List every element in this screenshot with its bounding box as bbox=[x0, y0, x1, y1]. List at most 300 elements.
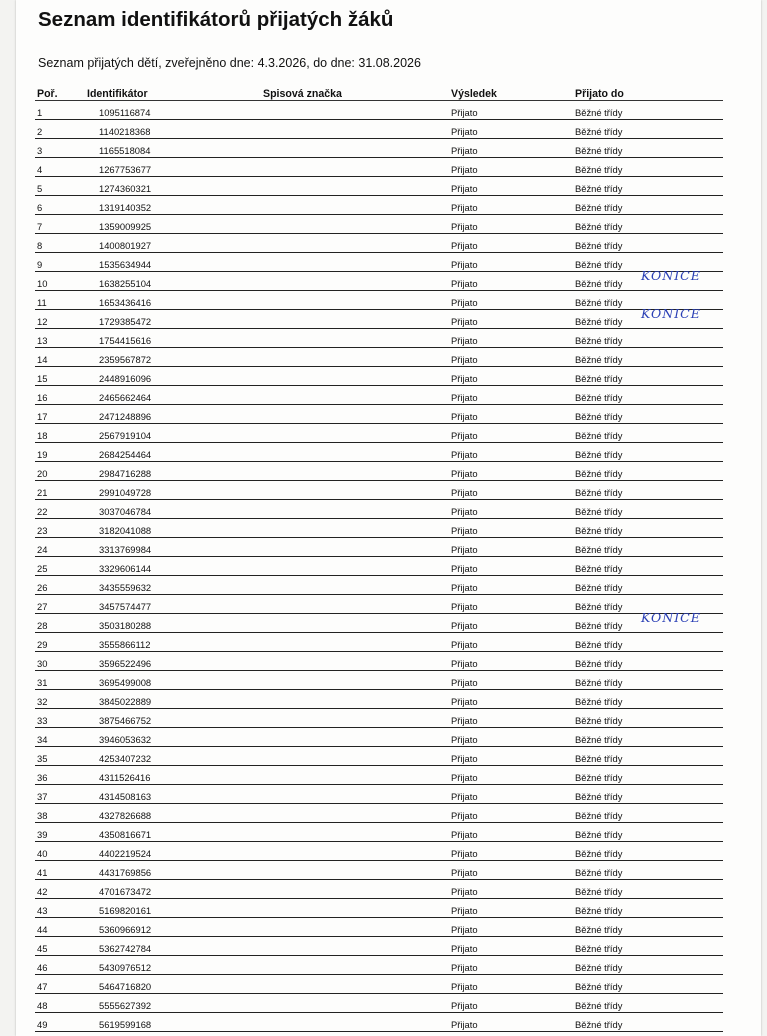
cell-identifikator-text: 2991049728 bbox=[99, 487, 152, 498]
handwritten-note: KONICE bbox=[641, 610, 701, 625]
cell-vysledek bbox=[449, 139, 573, 158]
cell-spisova-znacka bbox=[261, 500, 449, 519]
table-row bbox=[35, 671, 723, 690]
cell-identifikator-text: 3435559632 bbox=[99, 582, 152, 593]
cell-prijato-do bbox=[573, 519, 723, 538]
cell-poradi bbox=[35, 329, 85, 348]
table-row bbox=[35, 823, 723, 842]
table-row bbox=[35, 158, 723, 177]
cell-identifikator bbox=[85, 310, 261, 329]
cell-prijato-do bbox=[573, 348, 723, 367]
cell-prijato-do bbox=[573, 823, 723, 842]
cell-identifikator bbox=[85, 177, 261, 196]
cell-poradi bbox=[35, 918, 85, 937]
cell-prijato-do-text: Běžné třídy bbox=[575, 392, 623, 403]
cell-spisova-znacka bbox=[261, 1013, 449, 1032]
cell-poradi-text: 43 bbox=[37, 905, 48, 916]
cell-vysledek bbox=[449, 975, 573, 994]
table-row bbox=[35, 899, 723, 918]
cell-prijato-do bbox=[573, 937, 723, 956]
cell-vysledek bbox=[449, 177, 573, 196]
cell-vysledek bbox=[449, 1013, 573, 1032]
cell-prijato-do-text: Běžné třídy bbox=[575, 297, 623, 308]
cell-prijato-do bbox=[573, 633, 723, 652]
cell-identifikator-text: 2684254464 bbox=[99, 449, 152, 460]
cell-identifikator-text: 1165518084 bbox=[99, 145, 151, 156]
header-prijato-do: Přijato do bbox=[573, 84, 723, 101]
cell-prijato-do-text: Běžné třídy bbox=[575, 259, 623, 270]
cell-prijato-do-text: Běžné třídy bbox=[575, 506, 623, 517]
cell-prijato-do bbox=[573, 956, 723, 975]
cell-vysledek-text: Přijato bbox=[451, 981, 478, 992]
cell-vysledek bbox=[449, 804, 573, 823]
cell-prijato-do-text: Běžné třídy bbox=[575, 316, 623, 327]
table-row bbox=[35, 1013, 723, 1032]
cell-identifikator bbox=[85, 234, 261, 253]
cell-poradi-text: 45 bbox=[37, 943, 48, 954]
cell-poradi bbox=[35, 747, 85, 766]
table-row bbox=[35, 614, 723, 633]
cell-prijato-do bbox=[573, 576, 723, 595]
cell-prijato-do-text: Běžné třídy bbox=[575, 1000, 623, 1011]
cell-prijato-do bbox=[573, 861, 723, 880]
cell-vysledek-text: Přijato bbox=[451, 886, 478, 897]
header-identifikator: Identifikátor bbox=[85, 84, 261, 101]
cell-identifikator bbox=[85, 557, 261, 576]
cell-poradi bbox=[35, 272, 85, 291]
cell-poradi-text: 23 bbox=[37, 525, 48, 536]
table-row bbox=[35, 880, 723, 899]
cell-vysledek bbox=[449, 861, 573, 880]
cell-identifikator-text: 4253407232 bbox=[99, 753, 152, 764]
table-row bbox=[35, 348, 723, 367]
publication-info bbox=[38, 56, 421, 70]
cell-identifikator bbox=[85, 652, 261, 671]
handwritten-note: KONICE bbox=[641, 306, 701, 321]
cell-poradi bbox=[35, 234, 85, 253]
cell-poradi bbox=[35, 177, 85, 196]
cell-vysledek-text: Přijato bbox=[451, 411, 478, 422]
cell-prijato-do-text: Běžné třídy bbox=[575, 772, 623, 783]
cell-poradi bbox=[35, 196, 85, 215]
cell-vysledek-text: Přijato bbox=[451, 126, 478, 137]
cell-poradi-text: 8 bbox=[37, 240, 43, 251]
cell-poradi-text: 18 bbox=[37, 430, 48, 441]
cell-prijato-do bbox=[573, 899, 723, 918]
cell-poradi bbox=[35, 671, 85, 690]
cell-poradi-text: 3 bbox=[37, 145, 43, 156]
cell-poradi bbox=[35, 785, 85, 804]
cell-identifikator-text: 5464716820 bbox=[99, 981, 152, 992]
valid-until-date: 31.08.2026 bbox=[358, 56, 421, 70]
cell-vysledek-text: Přijato bbox=[451, 1000, 478, 1011]
cell-identifikator-text: 3596522496 bbox=[99, 658, 152, 669]
cell-prijato-do-text: Běžné třídy bbox=[575, 677, 623, 688]
cell-vysledek bbox=[449, 709, 573, 728]
cell-prijato-do-text: Běžné třídy bbox=[575, 943, 623, 954]
cell-spisova-znacka bbox=[261, 196, 449, 215]
cell-poradi bbox=[35, 690, 85, 709]
cell-vysledek-text: Přijato bbox=[451, 639, 478, 650]
cell-vysledek-text: Přijato bbox=[451, 335, 478, 346]
cell-poradi-text: 19 bbox=[37, 449, 48, 460]
cell-spisova-znacka bbox=[261, 747, 449, 766]
cell-poradi bbox=[35, 519, 85, 538]
table-row bbox=[35, 405, 723, 424]
cell-identifikator-text: 3313769984 bbox=[99, 544, 152, 555]
cell-identifikator-text: 3875466752 bbox=[99, 715, 152, 726]
cell-spisova-znacka bbox=[261, 842, 449, 861]
cell-vysledek bbox=[449, 766, 573, 785]
cell-identifikator bbox=[85, 329, 261, 348]
cell-poradi bbox=[35, 253, 85, 272]
cell-vysledek-text: Přijato bbox=[451, 316, 478, 327]
cell-identifikator-text: 4311526416 bbox=[99, 772, 151, 783]
cell-vysledek bbox=[449, 405, 573, 424]
cell-identifikator-text: 3457574477 bbox=[99, 601, 152, 612]
cell-identifikator bbox=[85, 139, 261, 158]
cell-vysledek-text: Přijato bbox=[451, 183, 478, 194]
cell-spisova-znacka bbox=[261, 823, 449, 842]
cell-poradi-text: 28 bbox=[37, 620, 48, 631]
cell-identifikator-text: 3182041088 bbox=[99, 525, 152, 536]
table-row bbox=[35, 310, 723, 329]
cell-spisova-znacka bbox=[261, 614, 449, 633]
cell-vysledek bbox=[449, 671, 573, 690]
cell-prijato-do-text: Běžné třídy bbox=[575, 373, 623, 384]
table-row bbox=[35, 956, 723, 975]
cell-identifikator bbox=[85, 367, 261, 386]
cell-vysledek bbox=[449, 500, 573, 519]
cell-identifikator-text: 1140218368 bbox=[99, 126, 151, 137]
cell-identifikator bbox=[85, 880, 261, 899]
cell-identifikator-text: 4431769856 bbox=[99, 867, 152, 878]
cell-identifikator-text: 2984716288 bbox=[99, 468, 152, 479]
header-poradi: Poř. bbox=[35, 84, 85, 101]
cell-poradi-text: 35 bbox=[37, 753, 48, 764]
cell-poradi-text: 33 bbox=[37, 715, 48, 726]
cell-identifikator bbox=[85, 215, 261, 234]
cell-identifikator bbox=[85, 747, 261, 766]
cell-prijato-do-text: Běžné třídy bbox=[575, 107, 623, 118]
cell-poradi-text: 34 bbox=[37, 734, 48, 745]
cell-identifikator bbox=[85, 709, 261, 728]
table-row bbox=[35, 329, 723, 348]
cell-spisova-znacka bbox=[261, 880, 449, 899]
cell-vysledek-text: Přijato bbox=[451, 392, 478, 403]
cell-spisova-znacka bbox=[261, 139, 449, 158]
cell-poradi-text: 20 bbox=[37, 468, 48, 479]
cell-identifikator-text: 1267753677 bbox=[99, 164, 152, 175]
cell-prijato-do-text: Běžné třídy bbox=[575, 696, 623, 707]
cell-identifikator bbox=[85, 424, 261, 443]
cell-spisova-znacka bbox=[261, 481, 449, 500]
cell-identifikator-text: 4327826688 bbox=[99, 810, 152, 821]
table-row bbox=[35, 785, 723, 804]
cell-poradi bbox=[35, 405, 85, 424]
cell-vysledek-text: Přijato bbox=[451, 791, 478, 802]
cell-prijato-do-text: Běžné třídy bbox=[575, 905, 623, 916]
cell-identifikator bbox=[85, 386, 261, 405]
cell-identifikator-text: 5169820161 bbox=[99, 905, 152, 916]
cell-spisova-znacka bbox=[261, 709, 449, 728]
cell-vysledek-text: Přijato bbox=[451, 468, 478, 479]
cell-poradi-text: 46 bbox=[37, 962, 48, 973]
cell-poradi bbox=[35, 386, 85, 405]
cell-prijato-do bbox=[573, 785, 723, 804]
cell-spisova-znacka bbox=[261, 766, 449, 785]
table-row bbox=[35, 196, 723, 215]
cell-poradi bbox=[35, 1013, 85, 1032]
cell-prijato-do bbox=[573, 367, 723, 386]
cell-identifikator bbox=[85, 766, 261, 785]
cell-prijato-do bbox=[573, 652, 723, 671]
cell-spisova-znacka bbox=[261, 329, 449, 348]
cell-poradi-text: 26 bbox=[37, 582, 48, 593]
cell-poradi-text: 15 bbox=[37, 373, 48, 384]
cell-poradi-text: 48 bbox=[37, 1000, 48, 1011]
cell-vysledek bbox=[449, 994, 573, 1013]
cell-prijato-do bbox=[573, 994, 723, 1013]
cell-identifikator bbox=[85, 405, 261, 424]
cell-identifikator-text: 1319140352 bbox=[99, 202, 152, 213]
cell-vysledek-text: Přijato bbox=[451, 544, 478, 555]
table-row bbox=[35, 367, 723, 386]
cell-prijato-do bbox=[573, 880, 723, 899]
cell-poradi-text: 12 bbox=[37, 316, 48, 327]
cell-identifikator-text: 3503180288 bbox=[99, 620, 152, 631]
cell-prijato-do-text: Běžné třídy bbox=[575, 639, 623, 650]
cell-identifikator-text: 3555866112 bbox=[99, 639, 151, 650]
table-row bbox=[35, 481, 723, 500]
cell-poradi bbox=[35, 595, 85, 614]
cell-vysledek bbox=[449, 956, 573, 975]
cell-identifikator-text: 3695499008 bbox=[99, 677, 152, 688]
cell-identifikator-text: 2359567872 bbox=[99, 354, 152, 365]
cell-vysledek bbox=[449, 519, 573, 538]
cell-poradi bbox=[35, 424, 85, 443]
cell-vysledek-text: Přijato bbox=[451, 772, 478, 783]
cell-prijato-do-text: Běžné třídy bbox=[575, 430, 623, 441]
cell-prijato-do-text: Běžné třídy bbox=[575, 734, 623, 745]
cell-poradi bbox=[35, 576, 85, 595]
table-row bbox=[35, 918, 723, 937]
cell-spisova-znacka bbox=[261, 538, 449, 557]
cell-identifikator bbox=[85, 823, 261, 842]
cell-prijato-do-text: Běžné třídy bbox=[575, 791, 623, 802]
cell-identifikator bbox=[85, 671, 261, 690]
cell-identifikator-text: 2448916096 bbox=[99, 373, 152, 384]
cell-poradi-text: 49 bbox=[37, 1019, 48, 1030]
cell-vysledek-text: Přijato bbox=[451, 145, 478, 156]
admitted-students-table bbox=[35, 84, 723, 1032]
cell-prijato-do-text: Běžné třídy bbox=[575, 487, 623, 498]
cell-poradi-text: 11 bbox=[37, 297, 47, 308]
cell-identifikator bbox=[85, 291, 261, 310]
cell-prijato-do bbox=[573, 329, 723, 348]
table-row bbox=[35, 766, 723, 785]
cell-prijato-do bbox=[573, 538, 723, 557]
cell-spisova-znacka bbox=[261, 557, 449, 576]
cell-prijato-do bbox=[573, 158, 723, 177]
cell-vysledek-text: Přijato bbox=[451, 487, 478, 498]
cell-vysledek-text: Přijato bbox=[451, 525, 478, 536]
cell-identifikator bbox=[85, 804, 261, 823]
table-row bbox=[35, 177, 723, 196]
cell-spisova-znacka bbox=[261, 728, 449, 747]
cell-prijato-do-text: Běžné třídy bbox=[575, 658, 623, 669]
cell-prijato-do-text: Běžné třídy bbox=[575, 354, 623, 365]
cell-identifikator-text: 1359009925 bbox=[99, 221, 152, 232]
cell-prijato-do-text: Běžné třídy bbox=[575, 221, 623, 232]
cell-vysledek-text: Přijato bbox=[451, 715, 478, 726]
table-row bbox=[35, 443, 723, 462]
cell-identifikator bbox=[85, 462, 261, 481]
table-row bbox=[35, 728, 723, 747]
publication-middle: , do dne: bbox=[306, 56, 359, 70]
cell-spisova-znacka bbox=[261, 994, 449, 1013]
table-header-row bbox=[35, 84, 723, 101]
cell-prijato-do-text: Běžné třídy bbox=[575, 924, 623, 935]
cell-prijato-do-text: Běžné třídy bbox=[575, 582, 623, 593]
cell-prijato-do-text: Běžné třídy bbox=[575, 848, 623, 859]
cell-prijato-do bbox=[573, 405, 723, 424]
cell-vysledek-text: Přijato bbox=[451, 905, 478, 916]
cell-prijato-do bbox=[573, 610, 723, 633]
cell-poradi bbox=[35, 880, 85, 899]
cell-prijato-do-text: Běžné třídy bbox=[575, 202, 623, 213]
table-row bbox=[35, 595, 723, 614]
cell-prijato-do-text: Běžné třídy bbox=[575, 981, 623, 992]
cell-identifikator bbox=[85, 899, 261, 918]
page-title: Seznam identifikátorů přijatých žáků bbox=[38, 8, 394, 31]
cell-vysledek bbox=[449, 633, 573, 652]
cell-poradi bbox=[35, 538, 85, 557]
cell-prijato-do bbox=[573, 766, 723, 785]
cell-prijato-do bbox=[573, 728, 723, 747]
cell-identifikator-text: 3037046784 bbox=[99, 506, 152, 517]
table-row bbox=[35, 424, 723, 443]
table-row bbox=[35, 975, 723, 994]
cell-identifikator-text: 1095116874 bbox=[99, 107, 151, 118]
cell-vysledek-text: Přijato bbox=[451, 924, 478, 935]
cell-vysledek-text: Přijato bbox=[451, 354, 478, 365]
cell-vysledek bbox=[449, 272, 573, 291]
table-row bbox=[35, 709, 723, 728]
cell-spisova-znacka bbox=[261, 899, 449, 918]
table-row bbox=[35, 557, 723, 576]
cell-poradi-text: 42 bbox=[37, 886, 48, 897]
cell-vysledek-text: Přijato bbox=[451, 259, 478, 270]
cell-identifikator-text: 1400801927 bbox=[99, 240, 152, 251]
cell-spisova-znacka bbox=[261, 576, 449, 595]
table-row bbox=[35, 234, 723, 253]
cell-prijato-do-text: Běžné třídy bbox=[575, 411, 623, 422]
cell-vysledek bbox=[449, 842, 573, 861]
cell-poradi-text: 44 bbox=[37, 924, 48, 935]
cell-spisova-znacka bbox=[261, 158, 449, 177]
cell-vysledek-text: Přijato bbox=[451, 1019, 478, 1030]
cell-prijato-do bbox=[573, 177, 723, 196]
cell-vysledek-text: Přijato bbox=[451, 943, 478, 954]
cell-poradi bbox=[35, 310, 85, 329]
cell-spisova-znacka bbox=[261, 918, 449, 937]
cell-prijato-do bbox=[573, 804, 723, 823]
cell-poradi bbox=[35, 158, 85, 177]
cell-identifikator-text: 1535634944 bbox=[99, 259, 152, 270]
cell-prijato-do-text: Běžné třídy bbox=[575, 753, 623, 764]
cell-poradi bbox=[35, 462, 85, 481]
cell-spisova-znacka bbox=[261, 367, 449, 386]
cell-vysledek-text: Přijato bbox=[451, 582, 478, 593]
cell-poradi-text: 7 bbox=[37, 221, 43, 232]
cell-identifikator bbox=[85, 937, 261, 956]
header-vysledek: Výsledek bbox=[449, 84, 573, 101]
cell-poradi-text: 39 bbox=[37, 829, 48, 840]
cell-identifikator-text: 1729385472 bbox=[99, 316, 152, 327]
document-page bbox=[16, 0, 761, 1036]
cell-vysledek-text: Přijato bbox=[451, 164, 478, 175]
cell-poradi-text: 36 bbox=[37, 772, 48, 783]
table-row bbox=[35, 462, 723, 481]
cell-identifikator bbox=[85, 690, 261, 709]
cell-vysledek bbox=[449, 329, 573, 348]
cell-prijato-do bbox=[573, 975, 723, 994]
cell-poradi bbox=[35, 215, 85, 234]
table-row bbox=[35, 272, 723, 291]
cell-vysledek bbox=[449, 481, 573, 500]
cell-spisova-znacka bbox=[261, 443, 449, 462]
cell-prijato-do bbox=[573, 1013, 723, 1032]
cell-vysledek bbox=[449, 291, 573, 310]
cell-vysledek-text: Přijato bbox=[451, 810, 478, 821]
cell-spisova-znacka bbox=[261, 120, 449, 139]
cell-poradi-text: 14 bbox=[37, 354, 48, 365]
table-body bbox=[35, 101, 723, 1032]
cell-poradi bbox=[35, 443, 85, 462]
cell-vysledek-text: Přijato bbox=[451, 297, 478, 308]
table-row bbox=[35, 652, 723, 671]
cell-vysledek-text: Přijato bbox=[451, 696, 478, 707]
cell-poradi-text: 31 bbox=[37, 677, 48, 688]
cell-vysledek-text: Přijato bbox=[451, 373, 478, 384]
cell-prijato-do bbox=[573, 101, 723, 120]
cell-spisova-znacka bbox=[261, 310, 449, 329]
cell-poradi-text: 17 bbox=[37, 411, 48, 422]
cell-prijato-do-text: Běžné třídy bbox=[575, 126, 623, 137]
cell-vysledek-text: Přijato bbox=[451, 848, 478, 859]
cell-prijato-do bbox=[573, 196, 723, 215]
table-row bbox=[35, 519, 723, 538]
cell-poradi-text: 1 bbox=[37, 107, 43, 118]
cell-identifikator-text: 1653436416 bbox=[99, 297, 152, 308]
cell-spisova-znacka bbox=[261, 272, 449, 291]
cell-identifikator bbox=[85, 272, 261, 291]
cell-prijato-do-text: Běžné třídy bbox=[575, 715, 623, 726]
cell-prijato-do bbox=[573, 120, 723, 139]
cell-poradi bbox=[35, 348, 85, 367]
cell-poradi-text: 32 bbox=[37, 696, 48, 707]
handwritten-note: KONICE bbox=[641, 268, 701, 283]
cell-poradi bbox=[35, 975, 85, 994]
cell-vysledek bbox=[449, 918, 573, 937]
cell-identifikator bbox=[85, 1013, 261, 1032]
table-row bbox=[35, 120, 723, 139]
table-row bbox=[35, 291, 723, 310]
table-row bbox=[35, 386, 723, 405]
cell-vysledek-text: Přijato bbox=[451, 202, 478, 213]
cell-identifikator bbox=[85, 196, 261, 215]
